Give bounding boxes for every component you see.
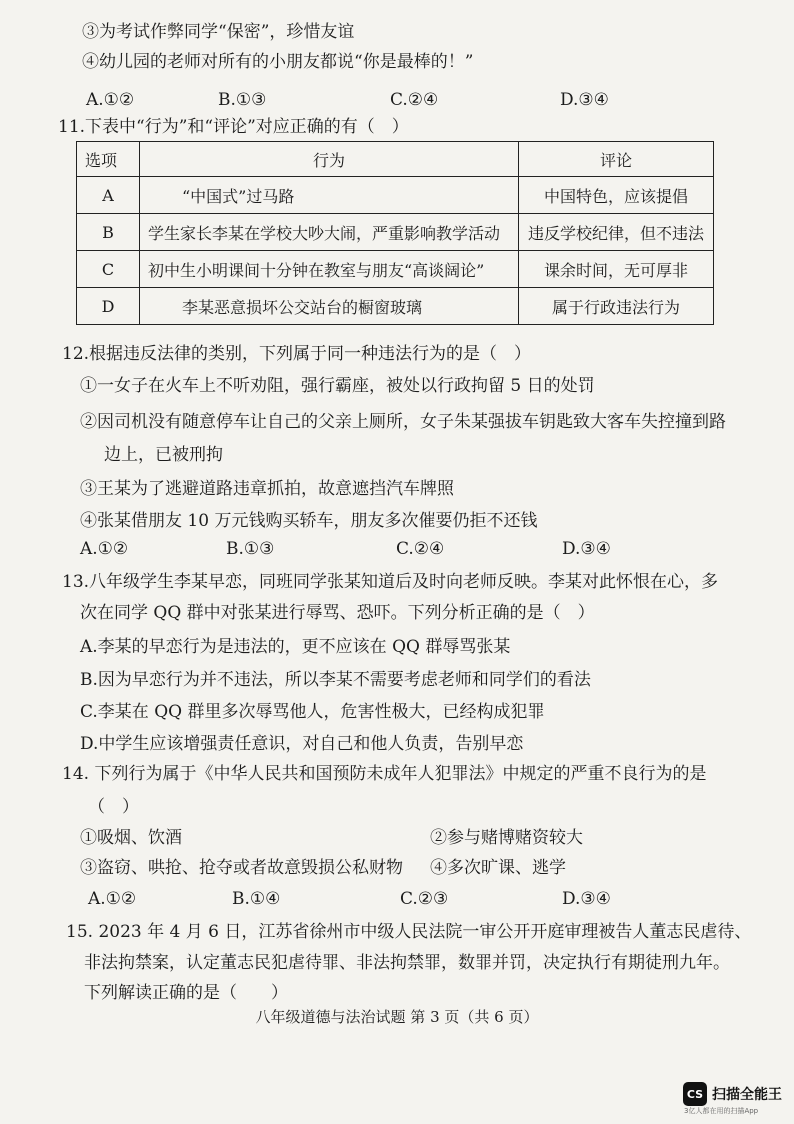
- camscanner-logo-icon: CS: [683, 1082, 707, 1106]
- q10-option-a: A.①②: [86, 90, 135, 110]
- q14-item-1: ①吸烟、饮酒: [80, 828, 182, 848]
- row-comment: 中国特色，应该提倡: [519, 177, 714, 214]
- row-option: A: [77, 177, 140, 214]
- q14-option-b: B.①④: [232, 889, 281, 909]
- header-behavior: 行为: [140, 142, 519, 177]
- q12-item-2-cont: 边上，已被刑拘: [104, 445, 223, 465]
- q14-answer-paren: （ ）: [88, 797, 139, 817]
- q14-item-2: ②参与赌博赌资较大: [430, 828, 583, 848]
- q13-stem-line-1: 13.八年级学生李某早恋，同班同学张某知道后及时向老师反映。李某对此怀恨在心，多: [62, 572, 719, 592]
- q15-line-1: 15. 2023 年 4 月 6 日，江苏省徐州市中级人民法院一审公开开庭审理被告人董志民虐待、: [66, 922, 752, 942]
- q12-item-4: ④张某借朋友 10 万元钱购买轿车，朋友多次催要仍拒不还钱: [80, 511, 538, 531]
- q14-option-a: A.①②: [88, 889, 137, 909]
- row-behavior: 初中生小明课间十分钟在教室与朋友“高谈阔论”: [140, 251, 519, 288]
- q14-option-d: D.③④: [562, 889, 611, 909]
- table-row: [77, 177, 714, 214]
- q12-option-c: C.②④: [396, 539, 445, 559]
- q12-option-b: B.①③: [226, 539, 275, 559]
- q14-item-3: ③盗窃、哄抢、抢夺或者故意毁损公私财物: [80, 858, 403, 878]
- q13-stem-line-2: 次在同学 QQ 群中对张某进行辱骂、恐吓。下列分析正确的是（ ）: [80, 603, 595, 623]
- row-comment: 违反学校纪律，但不违法: [519, 214, 714, 251]
- q11-table: [76, 141, 714, 325]
- q13-option-c: C.李某在 QQ 群里多次辱骂他人，危害性极大，已经构成犯罪: [80, 702, 545, 722]
- header-comment: 评论: [519, 142, 714, 177]
- q10-item-3: ③为考试作弊同学“保密”，珍惜友谊: [82, 22, 355, 42]
- header-option: 选项: [77, 142, 140, 177]
- row-option: C: [77, 251, 140, 288]
- row-option: B: [77, 214, 140, 251]
- q12-stem: 12.根据违反法律的类别，下列属于同一种违法行为的是（ ）: [62, 344, 532, 364]
- q12-item-2: ②因司机没有随意停车让自己的父亲上厕所，女子朱某强拔车钥匙致大客车失控撞到路: [80, 412, 726, 432]
- q11-stem: 11.下表中“行为”和“评论”对应正确的有（ ）: [58, 117, 409, 137]
- q15-line-2: 非法拘禁案，认定董志民犯虐待罪、非法拘禁罪，数罪并罚，决定执行有期徒刑九年。: [84, 953, 730, 973]
- q13-option-d: D.中学生应该增强责任意识，对自己和他人负责，告别早恋: [80, 734, 524, 754]
- q14-option-c: C.②③: [400, 889, 449, 909]
- table-row: [77, 288, 714, 325]
- q12-item-3: ③王某为了逃避道路违章抓拍，故意遮挡汽车牌照: [80, 479, 454, 499]
- table-row: [77, 214, 714, 251]
- q12-option-d: D.③④: [562, 539, 611, 559]
- row-comment: 课余时间，无可厚非: [519, 251, 714, 288]
- page-footer: 八年级道德与法治试题 第 3 页（共 6 页）: [255, 1008, 539, 1026]
- q10-option-c: C.②④: [390, 90, 439, 110]
- q13-option-a: A.李某的早恋行为是违法的，更不应该在 QQ 群辱骂张某: [80, 637, 511, 657]
- row-behavior: “中国式”过马路: [140, 177, 519, 214]
- watermark-app-name: 扫描全能王: [712, 1087, 782, 1103]
- q12-item-1: ①一女子在火车上不听劝阻，强行霸座，被处以行政拘留 5 日的处罚: [80, 376, 595, 396]
- watermark-tagline: 3亿人都在用的扫描App: [684, 1107, 759, 1115]
- table-header-row: [77, 142, 714, 177]
- row-option: D: [77, 288, 140, 325]
- row-comment: 属于行政违法行为: [519, 288, 714, 325]
- q10-item-4: ④幼儿园的老师对所有的小朋友都说“你是最棒的！”: [82, 52, 474, 72]
- q10-option-b: B.①③: [218, 90, 267, 110]
- q13-option-b: B.因为早恋行为并不违法，所以李某不需要考虑老师和同学们的看法: [80, 670, 591, 690]
- table-row: [77, 251, 714, 288]
- q14-item-4: ④多次旷课、逃学: [430, 858, 566, 878]
- q14-stem: 14. 下列行为属于《中华人民共和国预防未成年人犯罪法》中规定的严重不良行为的是: [62, 764, 707, 784]
- row-behavior: 学生家长李某在学校大吵大闹，严重影响教学活动: [140, 214, 519, 251]
- q12-option-a: A.①②: [80, 539, 129, 559]
- scanner-watermark: [683, 1082, 782, 1106]
- q10-option-d: D.③④: [560, 90, 609, 110]
- q15-line-3: 下列解读正确的是（ ）: [84, 983, 288, 1003]
- row-behavior: 李某恶意损坏公交站台的橱窗玻璃: [140, 288, 519, 325]
